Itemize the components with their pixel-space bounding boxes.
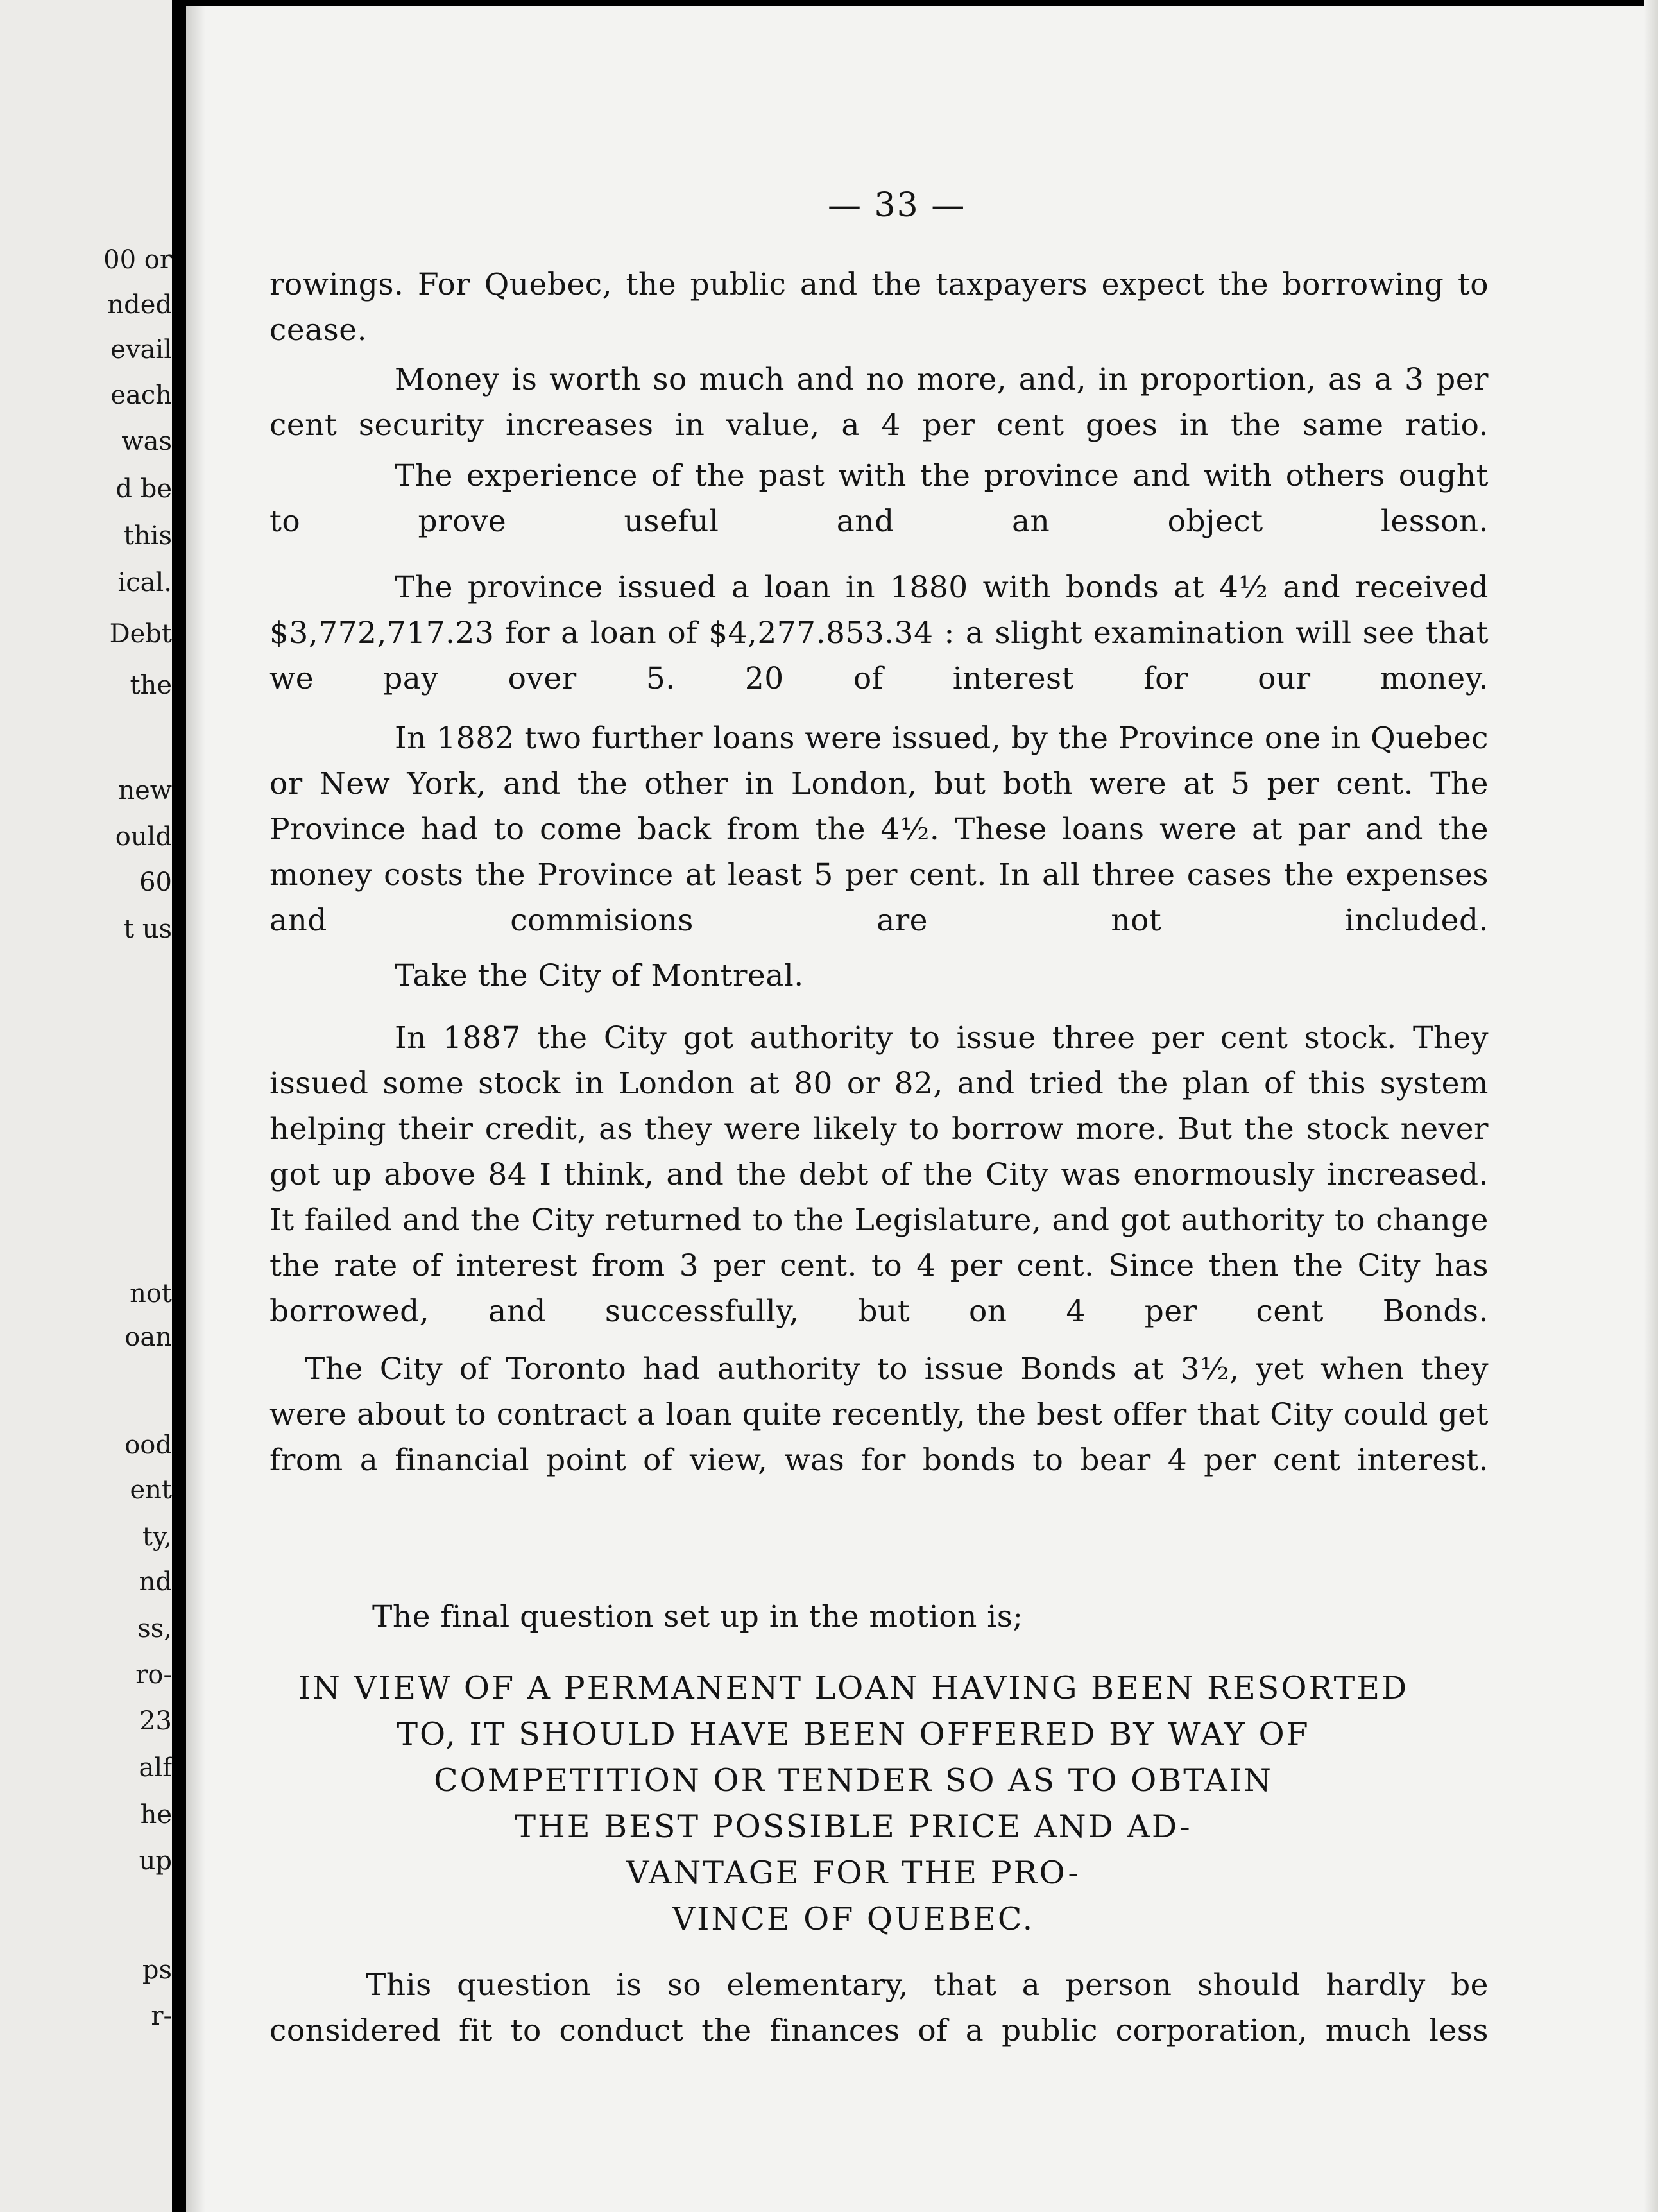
page-top-edge <box>186 0 1658 6</box>
paragraph-elementary-question: This question is so elementary, that a person should hardly be considered fit to conduct the finances of a public corporation, much less <box>269 1968 1489 2048</box>
left-page-fragment: the <box>130 671 172 700</box>
paragraph-money-worth: Money is worth so much and no more, and, in proportion, as a 3 per cent security increases in value, a 4 per cent goes in the same ratio. <box>269 362 1489 443</box>
left-page-fragment: Debt <box>109 619 172 649</box>
left-page-fragment: 00 or <box>103 245 172 275</box>
left-page-fragment: nd <box>139 1567 172 1597</box>
motion-line: VINCE OF QUEBEC. <box>672 1901 1035 1937</box>
motion-line: VANTAGE FOR THE PRO- <box>626 1855 1081 1891</box>
paragraph-1887-montreal: In 1887 the City got authority to issue three per cent stock. They issued some stock in London at 80 or 82, and tried the plan of this system helping their credit, as they were likely to borrow more. But the stock never got up above 84 I think, and the debt of the City was enormously increased. It failed and the City returned to the Legislature, and got authority to change the rate of interest from 3 per cent. to 4 per cent. Since then the City has borrowed, and successfully, but on 4 per cent Bonds. <box>269 1020 1489 1329</box>
paragraph-experience: The experience of the past with the province and with others ought to prove useful and an object lesson. <box>269 458 1489 539</box>
left-page-fragment: not <box>130 1279 172 1308</box>
motion-line: TO, IT SHOULD HAVE BEEN OFFERED BY WAY OF <box>397 1716 1310 1753</box>
left-page-fragment: new <box>118 776 172 805</box>
left-page-fragment: 60 <box>139 868 172 897</box>
page-fold-shadow <box>186 0 205 2212</box>
left-page-fragment: ss, <box>137 1614 172 1643</box>
paragraph-1880-loan: The province issued a loan in 1880 with bonds at 4½ and received $3,772,717.23 for a loan of $4,277.853.34 : a slight examination will see that we pay over 5. 20 of interest for our money. <box>269 570 1489 696</box>
left-page-fragment: r- <box>151 2002 172 2031</box>
left-page-fragment: up <box>139 1846 172 1876</box>
left-page-fragment: ood <box>124 1430 172 1460</box>
left-page-fragment: d be <box>115 474 172 504</box>
left-page-fragment: ps <box>142 1955 172 1985</box>
left-page-fragment: t us <box>123 914 172 944</box>
left-page-fragment: ical. <box>117 568 172 597</box>
left-page-fragment: ould <box>115 822 172 852</box>
left-page-fragment: was <box>121 427 172 456</box>
left-page-fragment: he <box>140 1800 172 1830</box>
left-page-fragment: 23 <box>139 1706 172 1736</box>
page-right-edge <box>1644 0 1658 2212</box>
left-page-fragment: this <box>123 521 172 551</box>
page-number: — 33 — <box>828 186 966 225</box>
paragraph-1882-loans: In 1882 two further loans were issued, by the Province one in Quebec or New York, and the other in London, but both were at 5 per cent. The Province had to come back from the 4½. These loans were at par and the money costs the Province at least 5 per cent. In all three cases the expenses and commisions are not included. <box>269 721 1489 938</box>
paragraph-montreal-heading: Take the City of Montreal. <box>395 958 804 993</box>
paragraph-final-question: The final question set up in the motion is; <box>372 1599 1023 1634</box>
left-page-fragment: nded <box>107 290 172 320</box>
left-page-fragment: ent <box>130 1475 172 1505</box>
motion-line: THE BEST POSSIBLE PRICE AND AD- <box>515 1808 1192 1845</box>
left-page-fragment: ty, <box>142 1522 172 1552</box>
motion-line: IN VIEW OF A PERMANENT LOAN HAVING BEEN RESORTED <box>298 1670 1409 1706</box>
motion-text-block <box>212 1665 1495 1942</box>
motion-line: COMPETITION OR TENDER SO AS TO OBTAIN <box>434 1762 1273 1799</box>
paragraph-toronto: The City of Toronto had authority to issue Bonds at 3½, yet when they were about to contract a loan quite recently, the best offer that City could get from a financial point of view, was for bonds to bear 4 per cent interest. <box>269 1351 1489 1478</box>
paragraph-continuation: rowings. For Quebec, the public and the taxpayers expect the borrowing to cease. <box>269 267 1489 348</box>
left-page-fragment: ro- <box>135 1660 172 1690</box>
left-page-fragment: alf <box>139 1753 172 1783</box>
left-page-fragment: each <box>110 381 172 410</box>
left-page-fragment: oan <box>124 1323 172 1352</box>
page-fold-edge <box>172 0 186 2212</box>
left-page-margin <box>0 0 172 2212</box>
left-page-fragment: evail <box>110 335 172 364</box>
